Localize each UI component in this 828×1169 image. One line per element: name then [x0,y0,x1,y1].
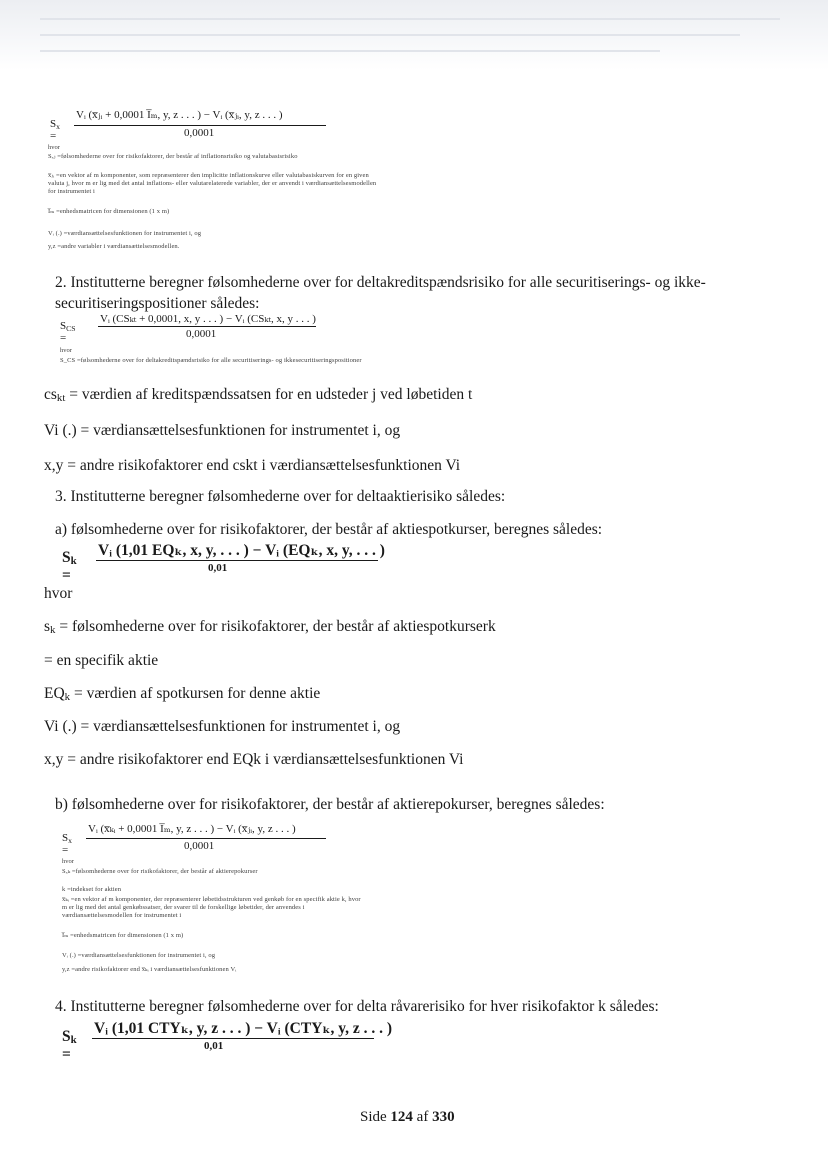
definition-sk: $s_k$ = følsomhederne over for risikofaktorer, der består af aktiespotkurserk [44,618,496,636]
scan-top-band [0,0,828,70]
equation-numerator: Vᵢ (x̅ⱼᵢ + 0,0001 I̅ₘ, y, z . . . ) − Vᵢ (x̅ⱼᵢ, y, z . . . ) [76,109,283,121]
scan-artifact-line [40,34,740,36]
equation-numerator: Vᵢ (1,01 CTYₖ, y, z . . . ) − Vᵢ (CTYₖ, y, z . . . ) [94,1020,393,1037]
hvor-label: hvor [62,858,74,865]
fraction-bar [74,125,326,126]
definition-line: k =indekset for aktien [62,886,122,893]
item-3b-text: b) følsomhederne over for risikofaktorer, der består af aktierepokurser, beregnes således: [55,796,605,813]
fraction-bar [86,838,326,839]
definition-xy: x,y = andre risikofaktorer end cskt i værdiansættelsesfunktionen Vi [44,457,461,474]
hvor-label: hvor [60,347,72,354]
definition-line: I̅ₘ =enhedsmatricen for dimensionen (1 x m) [62,932,184,939]
scan-artifact-line [40,50,660,52]
item-2-text: 2. Institutterne beregner følsomhederne over for deltakreditspændsrisiko for alle securitiserings- og ikke-securitiseringspositioner således: [55,274,706,312]
definition-specific-share: = en specifik aktie [44,652,159,669]
equation-lhs: $S_x$ = [62,832,72,856]
definition-line: Sₓⱼ =følsomhederne over for risikofaktorer, der består af inflationsrisiko og valutabasisrisiko [48,153,298,160]
item-4-text: 4. Institutterne beregner følsomhederne over for delta råvarerisiko for hver risikofaktor k således: [55,998,659,1015]
equation-denominator: 0,0001 [186,328,217,340]
hvor-label: hvor [48,144,60,151]
definition-line: I̅ₘ =enhedsmatricen for dimensionen (1 x m) [48,208,170,215]
equation-denominator: 0,0001 [184,840,215,852]
equation-numerator: Vᵢ (CSₖₜ + 0,0001, x, y . . . ) − Vᵢ (CSₖₜ, x, y . . . ) [100,313,316,325]
definition-line: y,z =andre risikofaktorer end x̅ₖᵢ i værdiansættelsesfunktionen Vᵢ [62,966,237,973]
definition-line: x̅ₖᵢ =en vektor af m komponenter, der repræsenterer løbetidsstrukturen ved genkøb for en specifik aktie k, hvor m er lig med det antal genkøbssatser, der svarer til de forskellige løbetider, der anvendes i værdiansættelsesmodellen for instrumentet i [62,896,361,919]
fraction-bar [92,1038,374,1039]
fraction-bar [96,560,378,561]
equation-lhs: $S_x$ = [50,118,60,142]
equation-lhs: $S_k$ = [62,1028,77,1063]
scan-artifact-line [40,18,780,20]
definition-line: Vᵢ (.) =værdiansættelsesfunktionen for instrumentet i, og [62,952,216,959]
page-total: 330 [432,1109,455,1125]
page-number: 124 [390,1109,413,1125]
definition-vi: Vi (.) = værdiansættelsesfunktionen for instrumentet i, og [44,718,401,735]
equation-lhs: $S_k$ = [62,549,77,584]
definition-line: S_CS =følsomhederne over for deltakreditspændsrisiko for alle securitiserings- og ikkesecuritiseringspositioner [60,357,362,364]
definition-vi: Vi (.) = værdiansættelsesfunktionen for instrumentet i, og [44,422,401,439]
item-3-text: 3. Institutterne beregner følsomhederne over for deltaaktierisiko således: [55,488,506,505]
page-footer: Side 124 af 330 [360,1109,455,1125]
hvor-label: hvor [44,585,73,602]
fraction-bar [98,326,316,327]
definition-line: y,z =andre variabler i værdiansættelsesmodellen. [48,243,180,250]
equation-denominator: 0,0001 [184,127,215,139]
definition-line: Vᵢ (.) =værdiansættelsesfunktionen for instrumentet i, og [48,230,202,237]
item-3a-text: a) følsomhederne over for risikofaktorer, der består af aktiespotkurser, beregnes således: [55,521,603,538]
definition-line: Sₓₖ =følsomhederne over for risikofaktorer, der består af aktierepokurser [62,868,258,875]
equation-numerator: Vᵢ (1,01 EQₖ, x, y, . . . ) − Vᵢ (EQₖ, x, y, . . . ) [98,542,385,559]
equation-lhs: $S_{CS}$ = [60,320,76,344]
equation-numerator: Vᵢ (x̅ₖᵢ + 0,0001 I̅ₘ, y, z . . . ) − Vᵢ (x̅ⱼᵢ, y, z . . . ) [88,823,296,835]
equation-denominator: 0,01 [204,1040,224,1052]
definition-eqk: $EQ_k$ = værdien af spotkursen for denne aktie [44,685,321,703]
equation-denominator: 0,01 [208,562,228,574]
definition-line: x̅ⱼᵢ =en vektor af m komponenter, som repræsenterer den implicitte inflationskurve eller valutabasiskurven for en given valuta j, hvor m er lig med det antal inflations- eller valutarelaterede variabler, der er anvendt i værdiansættelsesmodellen for instrumentet i [48,172,377,195]
definition-cskt: $cs_{kt}$ = værdien af kreditspændssatsen for en udsteder j ved løbetiden t [44,386,473,404]
definition-xy: x,y = andre risikofaktorer end EQk i værdiansættelsesfunktionen Vi [44,751,464,768]
